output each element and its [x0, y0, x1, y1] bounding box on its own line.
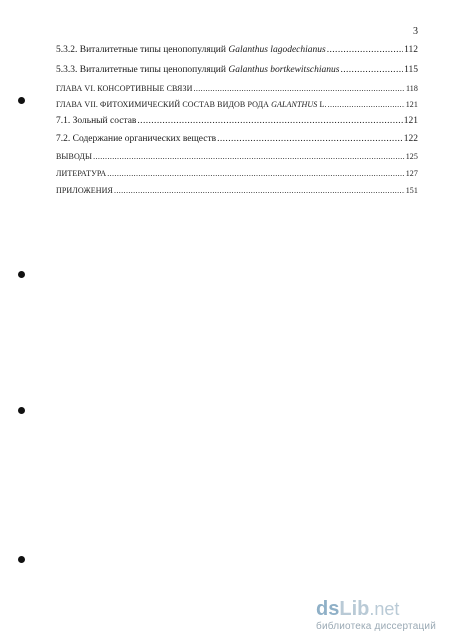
- toc-leader-dots: [217, 134, 403, 144]
- toc-leader-dots: [327, 45, 403, 55]
- binder-hole-mark: [18, 407, 25, 414]
- dslib-watermark: [316, 599, 436, 632]
- toc-entry: [56, 84, 418, 94]
- toc-entry-page: 121: [403, 116, 418, 126]
- toc-entry: [56, 186, 418, 196]
- toc-entry-title: ПРИЛОЖЕНИЯ: [56, 186, 113, 195]
- toc-leader-dots: [328, 100, 405, 110]
- toc-entry: [56, 65, 418, 75]
- toc-entry: [56, 45, 418, 55]
- toc-entry-page: 127: [405, 169, 418, 178]
- toc-entry-title: ЛИТЕРАТУРА: [56, 169, 107, 178]
- toc-entry: [56, 100, 418, 110]
- toc-entry: [56, 152, 418, 162]
- toc-entry-page: 151: [405, 186, 418, 195]
- binder-hole-mark: [18, 271, 25, 278]
- binder-hole-mark: [18, 97, 25, 104]
- toc-entry-title: 7.1. Зольный состав: [56, 116, 137, 126]
- toc-entry-page: 115: [404, 65, 418, 75]
- toc-entry: [56, 169, 418, 179]
- toc-leader-dots: [107, 169, 404, 179]
- toc-entry-title: ГЛАВА VI. КОНСОРТИВНЫЕ СВЯЗИ: [56, 84, 193, 93]
- watermark-subtitle: библиотека диссертаций: [316, 621, 436, 632]
- toc-entry-page: 121: [405, 100, 418, 109]
- toc-entry-title: ВЫВОДЫ: [56, 152, 93, 161]
- toc-entry-page: 122: [403, 134, 418, 144]
- toc-leader-dots: [193, 84, 405, 94]
- toc-leader-dots: [340, 65, 403, 75]
- toc-leader-dots: [114, 186, 405, 196]
- toc-entry-page: 112: [404, 45, 418, 55]
- toc-entry-title: ГЛАВА VII. ФИТОХИМИЧЕСКИЙ СОСТАВ ВИДОВ РОДА GALANTHUS L.: [56, 100, 327, 109]
- toc-entry-title: 5.3.3. Виталитетные типы ценопопуляций Galanthus bortkewitschianus: [56, 65, 340, 75]
- toc-entry: [56, 134, 418, 144]
- toc-leader-dots: [137, 116, 402, 126]
- toc-leader-dots: [93, 152, 405, 162]
- page-number: 3: [413, 26, 418, 37]
- dslib-logo: ds Lib .net: [316, 598, 400, 620]
- toc-entry-title: 7.2. Содержание органических веществ: [56, 134, 217, 144]
- toc-entry-title: 5.3.2. Виталитетные типы ценопопуляций Galanthus lagodechianus: [56, 45, 326, 55]
- toc-entry-page: 118: [405, 84, 418, 93]
- toc-entry-page: 125: [405, 152, 418, 161]
- binder-hole-mark: [18, 556, 25, 563]
- toc-entry: [56, 116, 418, 126]
